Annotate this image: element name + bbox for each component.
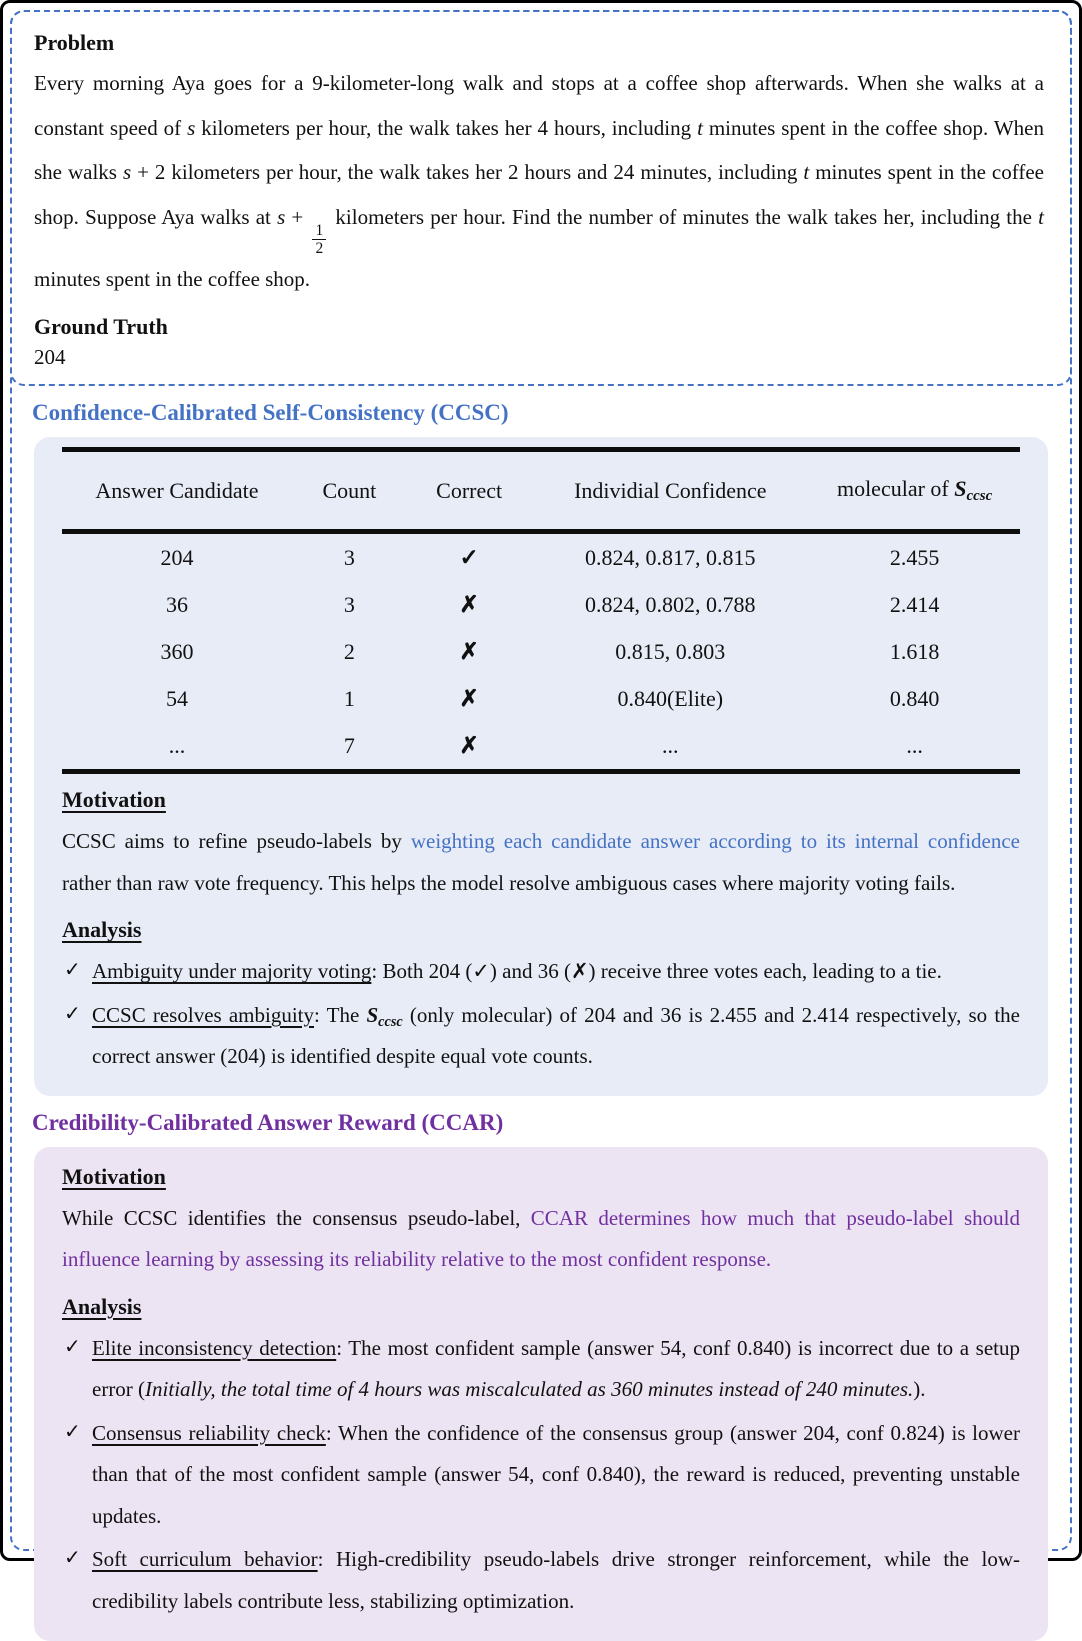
col-count: Count [322,477,377,503]
col-molecular-sccsc: molecular of $S_{ccsc}$ [836,476,993,505]
table-cell: 360 [160,638,194,664]
ccsc-section [12,399,1070,1096]
table-cell: 2.414 [889,591,940,617]
analysis-item-text: Elite inconsistency detection: The most confident sample (answer 54, conf 0.840) is incorrect due to a setup error (Initially, the total time of 4 hours was miscalculated as 360 minutes instead of 240 minutes.). [92,1335,1020,1402]
table-cell: ✓ [459,544,479,570]
table-cell: 7 [343,732,355,758]
ccar-section [12,1109,1070,1641]
check-icon: ✓ [64,1002,81,1025]
ccsc-analysis-heading: Analysis [62,917,142,943]
table-row [62,675,1020,722]
check-icon: ✓ [64,1547,81,1570]
table-cell: ✗ [459,591,479,617]
ccsc-section-title: Confidence-Calibrated Self-Consistency (CCSC) [32,400,509,426]
analysis-item [62,1413,1020,1538]
table-cell: 36 [165,591,188,617]
check-icon: ✓ [64,1420,81,1443]
fraction: $\frac{1}{2}$ [312,222,326,257]
analysis-item-text: Consensus reliability check: When the confidence of the consensus group (answer 204, conf 0.824) is lower than that of the most confident sample (answer 54, conf 0.840), the reward is reduced, preventing unstable updates. [92,1420,1020,1528]
ccsc-motivation-heading: Motivation [62,787,166,813]
table-cell: ... [662,732,679,758]
col-answer-candidate: Answer Candidate [95,477,259,503]
ccsc-panel [34,437,1048,1096]
ccar-section-title: Credibility-Calibrated Answer Reward (CCAR) [32,1109,504,1135]
analysis-item-text: Ambiguity under majority voting: Both 204 (✓) and 36 (✗) receive three votes each, leading to a tie. [92,959,942,984]
analysis-item [62,1328,1020,1411]
ccar-motivation-heading: Motivation [62,1163,166,1189]
ccar-motivation-text: While CCSC identifies the consensus pseudo-label, CCAR determines how much that pseudo-label should influence learning by assessing its reliability relative to the most confident response. [62,1205,1020,1272]
analysis-item-text: Soft curriculum behavior: High-credibility pseudo-labels drive stronger reinforcement, while the low-credibility labels contribute less, stabilizing optimization. [92,1547,1020,1614]
ccsc-table [62,447,1020,774]
table-cell: 204 [160,544,194,570]
table-cell: 0.840(Elite) [617,685,724,711]
ccsc-table-body [62,532,1020,772]
check-icon: ✓ [64,1335,81,1358]
table-cell: 1.618 [889,638,940,664]
table-cell: ... [168,732,186,758]
table-row [62,532,1020,582]
table-cell: 0.824, 0.802, 0.788 [585,591,756,617]
analysis-item [62,951,1020,993]
table-cell: ✗ [459,732,479,758]
problem-heading: Problem [34,30,115,55]
analysis-item [62,995,1020,1078]
ccar-panel [34,1147,1048,1641]
problem-section [10,10,1072,386]
table-row [62,628,1020,675]
analysis-item [62,1539,1020,1622]
table-cell: ✗ [459,685,479,711]
outer-dashed-frame [10,10,1072,1614]
table-cell: 0.840 [889,685,940,711]
table-cell: 0.815, 0.803 [615,638,726,664]
table-cell: 3 [343,544,355,570]
table-cell: 0.824, 0.817, 0.815 [585,544,756,570]
problem-text: Every morning Aya goes for a 9-kilometer-long walk and stops at a coffee shop afterwards. When she walks at a constant speed of s kilometers per hour, the walk takes her 4 hours, including t minutes spent in the coffee shop. When she walks s + 2 kilometers per hour, the walk takes her 2 hours and 24 minutes, including t minutes spent in the coffee shop. Suppose Aya walks at s + $\frac{1}{2}$ kilometers per hour. Find the number of minutes the walk takes her, including the t minutes spent in the coffee shop. [34,71,1044,292]
analysis-item-text: CCSC resolves ambiguity: The $S_{ccsc}$ (only molecular) of 204 and 36 is 2.455 and 2.414 respectively, so the correct answer (204) is identified despite equal vote counts. [92,1002,1020,1069]
table-row [62,581,1020,628]
ccar-analysis-heading: Analysis [62,1293,142,1319]
ccsc-analysis-list [62,951,1020,1078]
table-cell: ... [906,732,923,758]
table-cell: 3 [343,591,355,617]
col-correct: Correct [436,477,503,503]
check-icon: ✓ [64,959,81,982]
table-cell: 2.455 [889,544,940,570]
ccsc-motivation-text: CCSC aims to refine pseudo-labels by weighting each candidate answer according to its internal confidence rather than raw vote frequency. This helps the model resolve ambiguous cases where majority voting fails. [62,829,1021,895]
ground-truth-value: 204 [34,344,66,369]
col-individial-confidence: Individial Confidence [574,477,767,503]
table-cell: 54 [165,685,188,711]
table-row [62,722,1020,772]
table-cell: 2 [343,638,355,664]
ccar-analysis-list [62,1328,1020,1623]
table-cell: ✗ [459,638,479,664]
ground-truth-heading: Ground Truth [34,313,168,339]
table-cell: 1 [343,685,355,711]
table-header-row [62,450,1020,532]
